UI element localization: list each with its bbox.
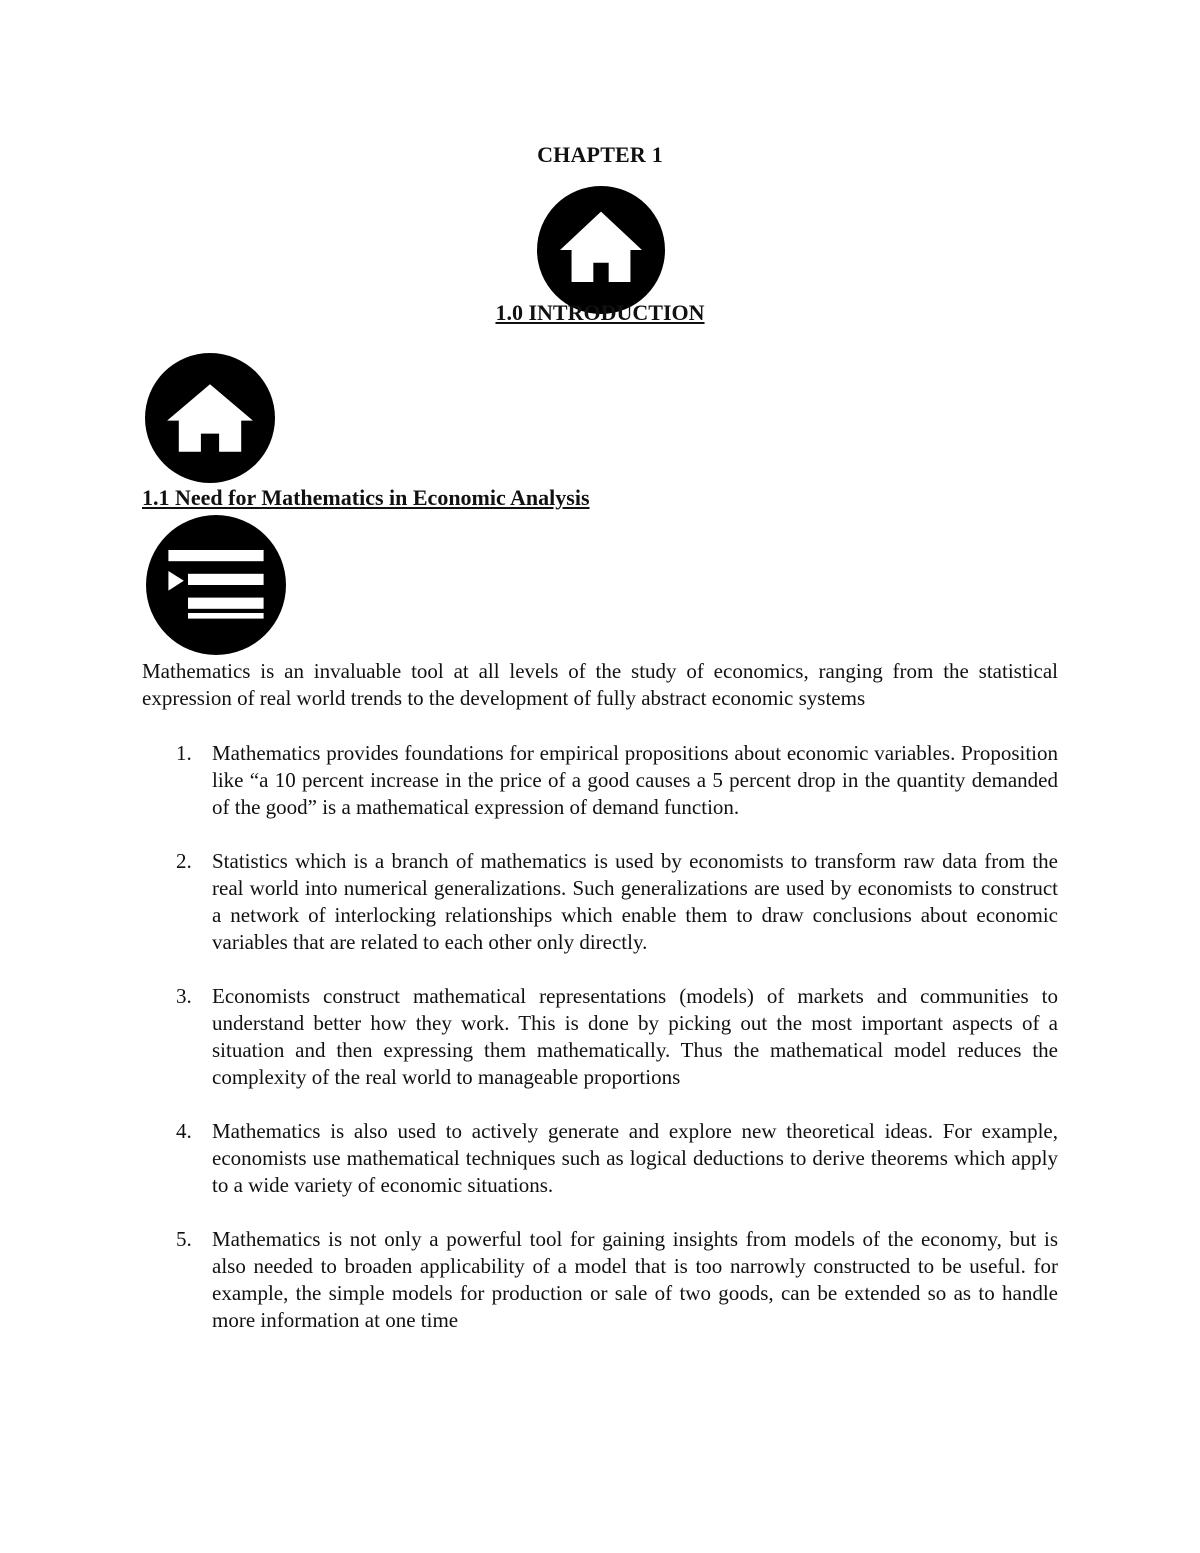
list-item	[142, 1118, 1058, 1199]
list-item	[142, 983, 1058, 1091]
list-item-text: Mathematics is not only a powerful tool for gaining insights from models of the economy, but is also needed to broaden applicability of a model that is too narrowly constructed to be useful. for example, the simple models for production or sale of two goods, can be extended so as to handle more information at one time	[212, 1227, 1058, 1332]
subsection-heading: 1.1 Need for Mathematics in Economic Analysis	[142, 485, 590, 510]
list-item	[142, 848, 1058, 956]
section-title: 1.0 INTRODUCTION	[495, 300, 705, 325]
list-item-text: Statistics which is a branch of mathematics is used by economists to transform raw data from the real world into numerical generalizations. Such generalizations are used by economists to construct a network of interlocking relationships which enable them to draw conclusions about economic variables that are related to each other only directly.	[212, 849, 1058, 954]
list-item-number: 1.	[176, 741, 192, 765]
list-item-number: 3.	[176, 984, 192, 1008]
chapter-title: CHAPTER 1	[537, 142, 663, 167]
list-item	[142, 1226, 1058, 1334]
list-item-number: 4.	[176, 1119, 192, 1143]
home-icon[interactable]	[537, 186, 665, 314]
home-icon[interactable]	[145, 353, 275, 483]
list-icon[interactable]	[146, 515, 286, 655]
list-item-text: Mathematics provides foundations for empirical propositions about economic variables. Proposition like “a 10 percent increase in the price of a good causes a 5 percent drop in the quantity demanded of the good” is a mathematical expression of demand function.	[212, 741, 1058, 819]
intro-paragraph: Mathematics is an invaluable tool at all levels of the study of economics, ranging from the statistical expression of real world trends to the development of fully abstract economic systems	[142, 659, 1058, 710]
list-item-text: Mathematics is also used to actively generate and explore new theoretical ideas. For example, economists use mathematical techniques such as logical deductions to derive theorems which apply to a wide variety of economic situations.	[212, 1119, 1058, 1197]
list-item	[142, 740, 1058, 821]
list-item-text: Economists construct mathematical representations (models) of markets and communities to understand better how they work. This is done by picking out the most important aspects of a situation and then expressing them mathematically. Thus the mathematical model reduces the complexity of the real world to manageable proportions	[212, 984, 1058, 1089]
list-item-number: 2.	[176, 849, 192, 873]
list-item-number: 5.	[176, 1227, 192, 1251]
points-list	[142, 740, 1058, 1361]
